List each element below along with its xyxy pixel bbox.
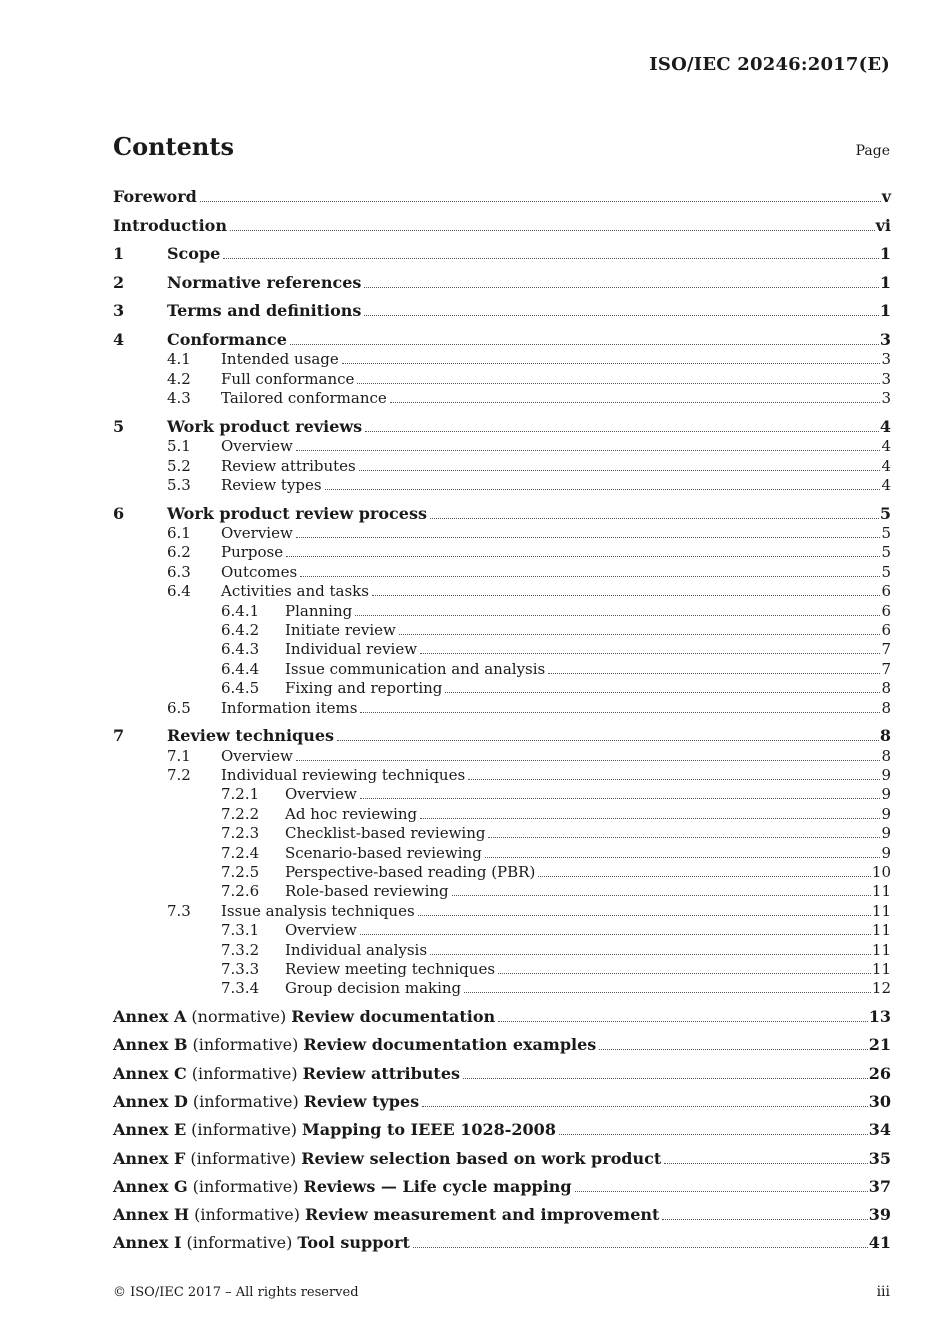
- toc-entry[interactable]: [113, 677, 891, 697]
- toc-entry-number: 7: [113, 726, 125, 746]
- dot-leader: [399, 633, 881, 635]
- toc-entry[interactable]: [113, 783, 891, 803]
- toc-annex-entry[interactable]: [113, 1232, 891, 1252]
- toc-entry-label: Checklist-based reviewing: [285, 824, 486, 843]
- toc-entry-page: 21: [868, 1035, 891, 1055]
- toc-entry-label: Review attributes: [221, 456, 356, 475]
- toc-entry-page: 39: [868, 1205, 891, 1225]
- toc-entry-number: 7.3.1: [221, 921, 260, 940]
- dot-leader: [200, 200, 881, 202]
- toc-entry-number: 5.3: [167, 476, 191, 494]
- toc-entry-label: Overview: [221, 437, 293, 456]
- toc-entry-label: Initiate review: [285, 621, 396, 639]
- toc-annex-entry[interactable]: [113, 1034, 891, 1054]
- toc-entry[interactable]: [113, 300, 891, 320]
- toc-entry-page: 3: [879, 330, 891, 349]
- toc-entry-label: Planning: [285, 601, 353, 620]
- toc-entry-number: 4: [113, 330, 125, 349]
- annex-title: Tool support: [297, 1233, 410, 1253]
- dot-leader: [360, 711, 880, 713]
- toc-entry[interactable]: [113, 272, 891, 292]
- annex-kind: (informative): [191, 1063, 298, 1083]
- toc-annex-entry[interactable]: [113, 1148, 891, 1168]
- dot-leader: [223, 257, 879, 259]
- dot-leader: [464, 991, 871, 993]
- toc-entry-label: Full conformance: [221, 369, 355, 388]
- toc-entry-label: Individual reviewing techniques: [221, 766, 466, 784]
- toc-entry-page: 1: [879, 244, 891, 264]
- toc-entry-page: 3: [881, 389, 891, 408]
- toc-entry-number: 4.1: [167, 350, 191, 369]
- annex-label: Annex G: [113, 1176, 188, 1196]
- toc-entry-label: Foreword: [113, 187, 197, 206]
- toc-entry-label: Work product review process: [167, 503, 427, 523]
- toc-entry-page: 4: [881, 437, 891, 456]
- page-column-label: Page: [855, 143, 890, 159]
- dot-leader: [420, 652, 880, 654]
- toc-entry-label: Overview: [221, 524, 293, 542]
- dot-leader: [452, 894, 871, 896]
- toc-entry-page: 9: [881, 824, 891, 843]
- toc-entry-page: 4: [881, 456, 891, 475]
- toc-entry-page: 8: [881, 679, 891, 698]
- dot-leader: [559, 1133, 868, 1135]
- dot-leader: [296, 536, 881, 538]
- dot-leader: [430, 953, 871, 955]
- toc-entry-label: Outcomes: [221, 562, 298, 581]
- dot-leader: [468, 778, 880, 780]
- toc-entry-label: Perspective-based reading (PBR): [285, 863, 536, 881]
- toc-entry-label: Overview: [285, 921, 357, 940]
- annex-title: Mapping to IEEE 1028-2008: [302, 1120, 556, 1140]
- dot-leader: [575, 1190, 868, 1192]
- toc-entry-label: Scope: [167, 244, 221, 264]
- toc-entry-label: Individual review: [285, 640, 418, 659]
- toc-entry[interactable]: [113, 455, 891, 475]
- toc-entry-page: 35: [868, 1148, 891, 1168]
- toc-entry-label: Overview: [285, 785, 357, 804]
- toc-entry-page: 6: [881, 621, 891, 639]
- toc-entry[interactable]: [113, 842, 891, 862]
- toc-entry-number: 5: [113, 416, 125, 436]
- toc-entry-number: 6.4.3: [221, 640, 260, 659]
- toc-entry-number: 3: [113, 301, 125, 321]
- toc-entry[interactable]: [113, 900, 891, 920]
- toc-entry-label: Ad hoc reviewing: [285, 804, 418, 823]
- toc-entry-number: 6.1: [167, 524, 191, 542]
- toc-entry[interactable]: [113, 541, 891, 561]
- dot-leader: [662, 1218, 867, 1220]
- toc-entry-page: 12: [871, 979, 891, 998]
- toc-entry-page: 6: [881, 601, 891, 620]
- dot-leader: [463, 1077, 868, 1079]
- toc-annex-entry[interactable]: [113, 1176, 891, 1196]
- toc-entry[interactable]: [113, 958, 891, 978]
- annex-kind: (informative): [192, 1176, 299, 1196]
- page-number: iii: [876, 1284, 890, 1300]
- dot-leader: [325, 488, 881, 490]
- dot-leader: [230, 229, 875, 231]
- toc-entry[interactable]: [113, 619, 891, 639]
- dot-leader: [498, 972, 871, 974]
- toc-entry[interactable]: [113, 416, 891, 436]
- toc-entry[interactable]: [113, 348, 891, 368]
- toc-entry-number: 7.3: [167, 901, 191, 920]
- toc-entry-label: Review types: [221, 476, 322, 494]
- toc-entry[interactable]: [113, 329, 891, 349]
- dot-leader: [548, 672, 880, 674]
- toc-entry-label: Scenario-based reviewing: [285, 843, 482, 862]
- toc-entry-page: 9: [881, 804, 891, 823]
- annex-label: Annex A: [113, 1007, 187, 1026]
- toc-entry-label: Terms and definitions: [167, 301, 362, 321]
- toc-entry[interactable]: [113, 186, 891, 206]
- toc-entry-page: 5: [879, 503, 891, 523]
- toc-entry[interactable]: [113, 435, 891, 455]
- toc-entry-number: 6: [113, 503, 125, 523]
- dot-leader: [390, 401, 881, 403]
- toc-entry-number: 2: [113, 272, 125, 292]
- annex-label: Annex F: [113, 1148, 186, 1168]
- toc-entry-page: 9: [881, 843, 891, 862]
- toc-entry-number: 7.3.2: [221, 940, 260, 959]
- dot-leader: [290, 343, 879, 345]
- toc-entry[interactable]: [113, 503, 891, 523]
- toc-entry-label: Information items: [221, 698, 358, 717]
- toc-annex-entry[interactable]: [113, 1204, 891, 1224]
- toc-entry-label: Group decision making: [285, 979, 462, 998]
- toc-entry-number: 6.4.2: [221, 621, 260, 639]
- dot-leader: [337, 739, 879, 741]
- annex-kind: (normative): [191, 1007, 287, 1026]
- dot-leader: [286, 555, 880, 557]
- toc-entry-number: 7.2.5: [221, 863, 260, 881]
- toc-entry-number: 6.2: [167, 543, 191, 562]
- toc-entry[interactable]: [113, 977, 891, 997]
- toc-entry-page: 5: [881, 543, 891, 562]
- dot-leader: [296, 759, 881, 761]
- toc-entry-label: Introduction: [113, 215, 227, 235]
- toc-entry-label: Overview: [221, 746, 293, 765]
- toc-entry[interactable]: [113, 243, 891, 263]
- toc-entry-number: 7.3.3: [221, 960, 260, 978]
- annex-kind: (informative): [190, 1148, 297, 1168]
- toc-entry[interactable]: [113, 919, 891, 939]
- toc-entry-page: 1: [879, 272, 891, 292]
- dot-leader: [664, 1162, 867, 1164]
- dot-leader: [296, 449, 881, 451]
- toc-entry-number: 6.4.1: [221, 601, 260, 620]
- toc-entry-page: 13: [868, 1007, 891, 1026]
- toc-entry-page: 11: [871, 960, 891, 978]
- dot-leader: [418, 914, 871, 916]
- toc-entry-number: 6.5: [167, 698, 191, 717]
- toc-entry[interactable]: [113, 638, 891, 658]
- toc-entry-number: 7.2: [167, 766, 191, 784]
- annex-label: Annex I: [113, 1233, 182, 1253]
- toc-entry-number: 7.2.4: [221, 843, 260, 862]
- toc-entry-page: 9: [881, 766, 891, 784]
- toc-entry-number: 6.3: [167, 562, 191, 581]
- toc-entry-label: Role-based reviewing: [285, 882, 449, 901]
- dot-leader: [360, 933, 871, 935]
- dot-leader: [445, 691, 880, 693]
- toc-entry[interactable]: [113, 522, 891, 542]
- dot-leader: [498, 1020, 868, 1022]
- annex-title: Review attributes: [302, 1063, 461, 1083]
- toc-entry[interactable]: [113, 215, 891, 235]
- annex-label: Annex H: [113, 1205, 190, 1225]
- toc-entry-page: 34: [868, 1120, 891, 1140]
- annex-label: Annex E: [113, 1120, 187, 1140]
- dot-leader: [420, 817, 880, 819]
- toc-entry[interactable]: [113, 803, 891, 823]
- dot-leader: [413, 1246, 868, 1248]
- toc-entry-label: Purpose: [221, 543, 284, 562]
- toc-entry-page: 11: [871, 921, 891, 940]
- toc-entry-page: 4: [879, 416, 891, 436]
- toc-entry-page: 6: [881, 582, 891, 601]
- toc-entry-number: 1: [113, 244, 125, 264]
- annex-title: Review measurement and improvement: [304, 1205, 660, 1225]
- toc-entry-page: 5: [881, 562, 891, 581]
- copyright-notice: © ISO/IEC 2017 – All rights reserved: [113, 1285, 359, 1300]
- toc-entry[interactable]: [113, 822, 891, 842]
- toc-entry-number: 6.4.4: [221, 659, 260, 678]
- toc-entry-page: 11: [871, 901, 891, 920]
- dot-leader: [357, 382, 880, 384]
- annex-title: Reviews — Life cycle mapping: [303, 1176, 572, 1196]
- dot-leader: [355, 614, 880, 616]
- toc-entry[interactable]: [113, 861, 891, 881]
- toc-entry-page: 11: [871, 940, 891, 959]
- toc-entry-label: Work product reviews: [167, 416, 363, 436]
- toc-entry[interactable]: [113, 745, 891, 765]
- toc-annex-entry[interactable]: [113, 1119, 891, 1139]
- dot-leader: [599, 1048, 867, 1050]
- dot-leader: [364, 314, 878, 316]
- dot-leader: [365, 430, 879, 432]
- toc-entry-number: 6.4.5: [221, 679, 260, 698]
- toc-entry-page: 8: [881, 698, 891, 717]
- annex-kind: (informative): [191, 1120, 298, 1140]
- toc-entry-label: Issue analysis techniques: [221, 901, 415, 920]
- toc-entry-page: 3: [881, 369, 891, 388]
- toc-entry-label: Review meeting techniques: [285, 960, 496, 978]
- toc-entry-label: Activities and tasks: [221, 582, 369, 601]
- toc-entry[interactable]: [113, 387, 891, 407]
- toc-entry[interactable]: [113, 474, 891, 494]
- toc-entry[interactable]: [113, 764, 891, 784]
- toc-entry-number: 7.2.1: [221, 785, 260, 804]
- toc-entry-page: vi: [875, 215, 891, 235]
- toc-entry-number: 6.4: [167, 582, 191, 601]
- toc-entry-page: 5: [881, 524, 891, 542]
- toc-entry-label: Tailored conformance: [221, 389, 387, 408]
- toc-entry-label: Issue communication and analysis: [285, 659, 546, 678]
- toc-entry-label: Review techniques: [167, 726, 335, 746]
- toc-entry-number: 7.2.3: [221, 824, 260, 843]
- toc-annex-entry[interactable]: [113, 1091, 891, 1111]
- annex-kind: (informative): [192, 1091, 299, 1111]
- toc-entry-number: 5.2: [167, 456, 191, 475]
- annex-label: Annex B: [113, 1035, 188, 1055]
- toc-entry-label: Intended usage: [221, 350, 339, 369]
- toc-entry[interactable]: [113, 939, 891, 959]
- annex-title: Review documentation: [291, 1007, 496, 1026]
- toc-entry[interactable]: [113, 580, 891, 600]
- toc-entry-page: 8: [881, 746, 891, 765]
- toc-entry-page: 7: [881, 659, 891, 678]
- toc-annex-entry[interactable]: [113, 1063, 891, 1083]
- toc-annex-entry[interactable]: [113, 1006, 891, 1026]
- toc-entry-label: Individual analysis: [285, 940, 428, 959]
- toc-entry-page: 7: [881, 640, 891, 659]
- annex-title: Review documentation examples: [303, 1035, 597, 1055]
- toc-entry-number: 7.2.2: [221, 804, 260, 823]
- toc-entry[interactable]: [113, 561, 891, 581]
- toc-entry-page: 4: [881, 476, 891, 494]
- dot-leader: [360, 797, 881, 799]
- toc-entry-label: Normative references: [167, 272, 362, 292]
- dot-leader: [372, 594, 881, 596]
- toc-entry[interactable]: [113, 368, 891, 388]
- toc-entry-page: 10: [871, 863, 891, 881]
- annex-title: Review selection based on work product: [301, 1148, 662, 1168]
- toc-entry-page: 3: [881, 350, 891, 369]
- toc-entry-page: 41: [868, 1233, 891, 1253]
- toc-entry-page: v: [881, 187, 891, 206]
- toc-entry-page: 9: [881, 785, 891, 804]
- toc-entry[interactable]: [113, 725, 891, 745]
- page-title: Contents: [113, 132, 234, 161]
- document-reference: ISO/IEC 20246:2017(E): [649, 54, 890, 75]
- dot-leader: [430, 517, 879, 519]
- toc-entry-label: Conformance: [167, 330, 287, 349]
- annex-kind: (informative): [186, 1233, 293, 1253]
- toc-entry-number: 4.3: [167, 389, 191, 408]
- annex-label: Annex D: [113, 1091, 188, 1111]
- annex-title: Review types: [303, 1091, 420, 1111]
- toc-entry-label: Fixing and reporting: [285, 679, 443, 698]
- dot-leader: [488, 836, 880, 838]
- toc-entry-page: 37: [868, 1176, 891, 1196]
- toc-entry-number: 7.3.4: [221, 979, 260, 998]
- dot-leader: [342, 362, 881, 364]
- toc-entry-page: 8: [879, 726, 891, 746]
- dot-leader: [300, 575, 880, 577]
- toc-entry[interactable]: [113, 600, 891, 620]
- toc-entry-number: 4.2: [167, 369, 191, 388]
- dot-leader: [422, 1105, 868, 1107]
- toc-entry-number: 7.1: [167, 746, 191, 765]
- annex-kind: (informative): [192, 1035, 299, 1055]
- dot-leader: [485, 856, 881, 858]
- toc-entry-page: 26: [868, 1063, 891, 1083]
- toc-entry[interactable]: [113, 697, 891, 717]
- toc-entry-number: 5.1: [167, 437, 191, 456]
- toc-entry-page: 11: [871, 882, 891, 901]
- toc-entry-number: 7.2.6: [221, 882, 260, 901]
- toc-entry[interactable]: [113, 658, 891, 678]
- dot-leader: [359, 469, 881, 471]
- toc-entry[interactable]: [113, 880, 891, 900]
- annex-label: Annex C: [113, 1063, 187, 1083]
- toc-entry-page: 30: [868, 1091, 891, 1111]
- dot-leader: [364, 286, 878, 288]
- annex-kind: (informative): [194, 1205, 300, 1225]
- dot-leader: [538, 875, 871, 877]
- toc-entry-page: 1: [879, 301, 891, 321]
